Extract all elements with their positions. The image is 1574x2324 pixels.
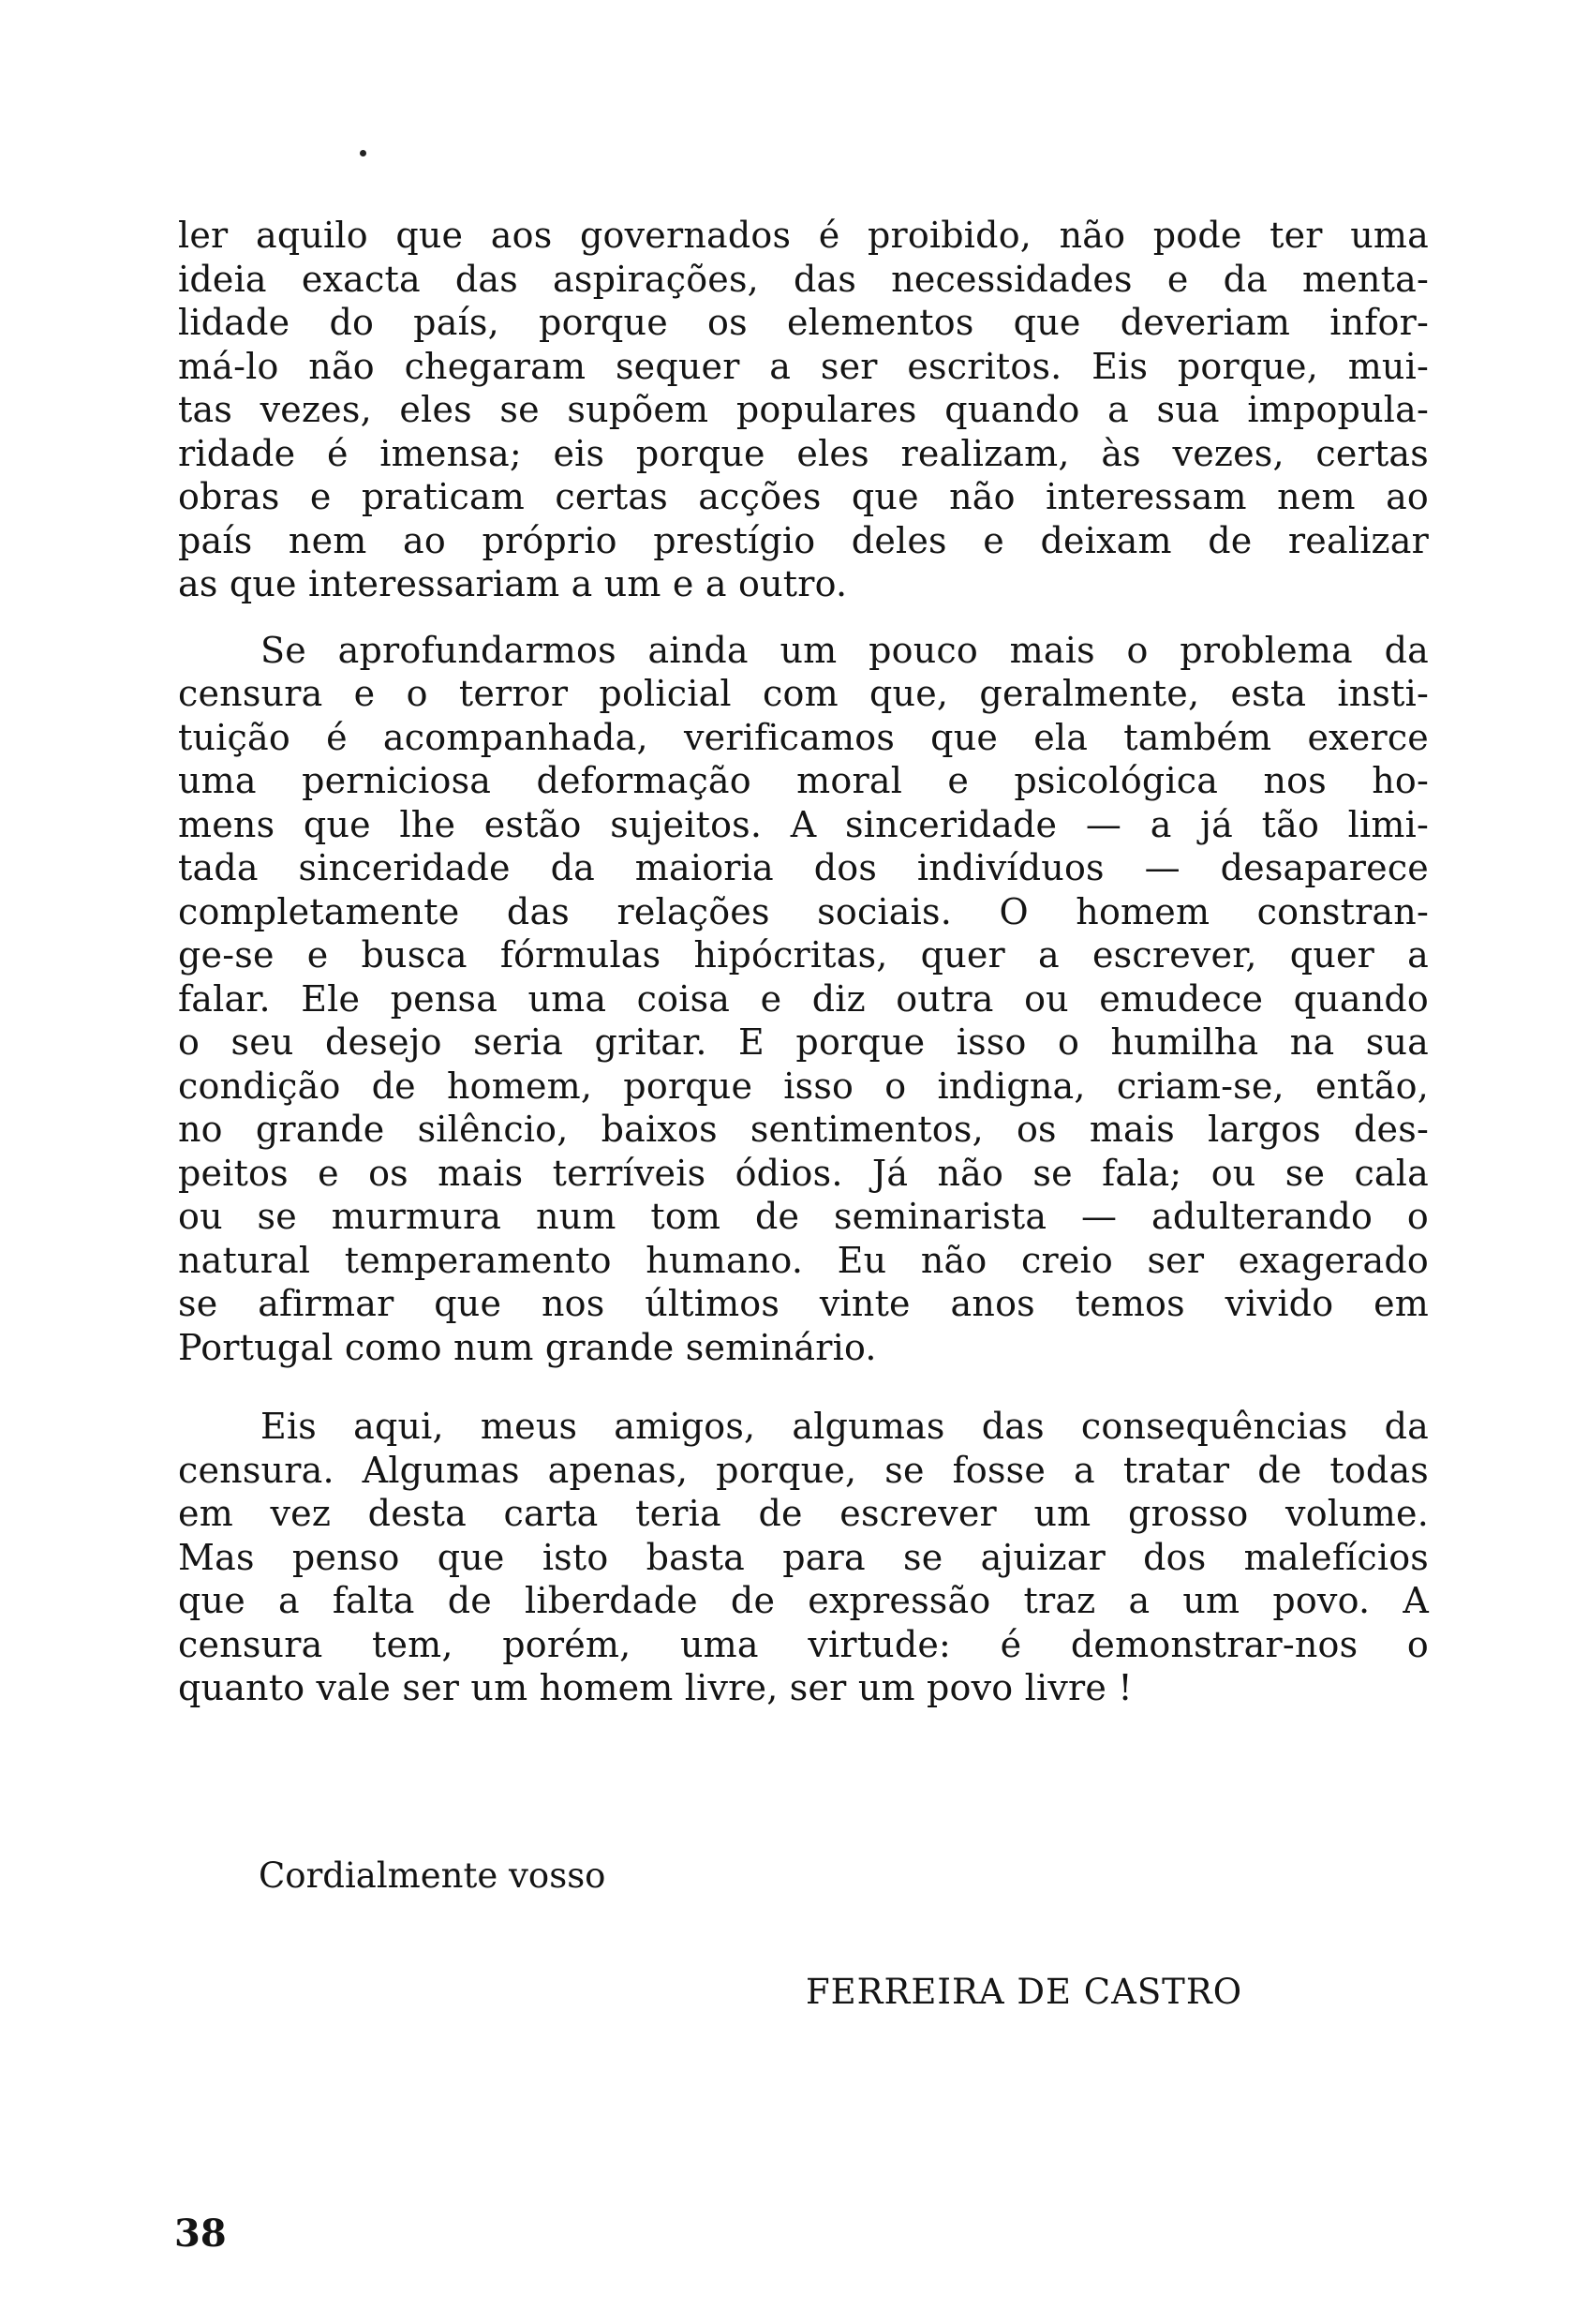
text-line: tas vezes, eles se supõem populares quando a sua impopula- — [178, 389, 1429, 430]
text-line: Eis aqui, meus amigos, algumas das consequências da — [260, 1406, 1429, 1447]
text-line: censura e o terror policial com que, geralmente, esta insti- — [178, 673, 1429, 714]
letter-body — [178, 214, 1429, 1710]
text-line: lidade do país, porque os elementos que deveriam infor- — [178, 302, 1429, 343]
text-line: ge-se e busca fórmulas hipócritas, quer a escrever, quer a — [178, 934, 1429, 976]
text-line: em vez desta carta teria de escrever um grosso volume. — [178, 1493, 1429, 1534]
paragraph-2 — [178, 629, 1429, 1370]
paragraph-1 — [178, 214, 1429, 606]
text-line: peitos e os mais terríveis ódios. Já não se fala; ou se cala — [178, 1152, 1429, 1194]
text-line: censura tem, porém, uma virtude: é demonstrar-nos o — [178, 1623, 1429, 1665]
text-line: tuição é acompanhada, verificamos que ela também exerce — [178, 716, 1429, 758]
text-line: completamente das relações sociais. O homem constran- — [178, 890, 1429, 932]
text-line: se afirmar que nos últimos vinte anos temos vivido em — [178, 1283, 1429, 1324]
text-line: natural temperamento humano. Eu não creio ser exagerado — [178, 1239, 1429, 1281]
page-number: 38 — [174, 2212, 227, 2256]
text-line: falar. Ele pensa uma coisa e diz outra ou emudece quando — [178, 977, 1429, 1020]
text-line: ou se murmura num tom de seminarista — adulterando o — [178, 1196, 1429, 1237]
text-line: no grande silêncio, baixos sentimentos, os mais largos des- — [178, 1109, 1429, 1150]
text-line: as que interessariam a um e a outro. — [178, 563, 848, 604]
text-line: ideia exacta das aspirações, das necessidades e da menta- — [178, 258, 1429, 300]
author-signature: FERREIRA DE CASTRO — [806, 1972, 1243, 2012]
text-line: o seu desejo seria gritar. E porque isso o humilha na sua — [178, 1021, 1429, 1063]
text-line: país nem ao próprio prestígio deles e deixam de realizar — [178, 519, 1429, 561]
text-line: Se aprofundarmos ainda um pouco mais o problema da — [260, 629, 1429, 671]
text-line: obras e praticam certas acções que não interessam nem ao — [178, 476, 1429, 517]
text-line: quanto vale ser um homem livre, ser um povo livre ! — [178, 1667, 1133, 1708]
text-line: mens que lhe estão sujeitos. A sinceridade — a já tão limi- — [178, 803, 1429, 845]
closing-salutation: Cordialmente vosso — [259, 1855, 606, 1896]
paragraph-3 — [178, 1405, 1429, 1710]
text-line: Mas penso que isto basta para se ajuizar dos malefícios — [178, 1536, 1429, 1578]
text-line: tada sinceridade da maioria dos indivíduos — desaparece — [178, 847, 1429, 888]
text-line: condição de homem, porque isso o indigna, criam-se, então, — [178, 1065, 1429, 1107]
text-line: ridade é imensa; eis porque eles realizam, às vezes, certas — [178, 432, 1429, 474]
text-line: uma perniciosa deformação moral e psicológica nos ho- — [178, 760, 1429, 801]
ink-speck — [360, 150, 366, 156]
text-line: má-lo não chegaram sequer a ser escritos. Eis porque, mui- — [178, 345, 1429, 387]
text-line: Portugal como num grande seminário. — [178, 1326, 877, 1368]
text-line: ler aquilo que aos governados é proibido, não pode ter uma — [178, 215, 1429, 256]
text-line: censura. Algumas apenas, porque, se fosse a tratar de todas — [178, 1449, 1429, 1491]
text-line: que a falta de liberdade de expressão traz a um povo. A — [178, 1580, 1429, 1621]
